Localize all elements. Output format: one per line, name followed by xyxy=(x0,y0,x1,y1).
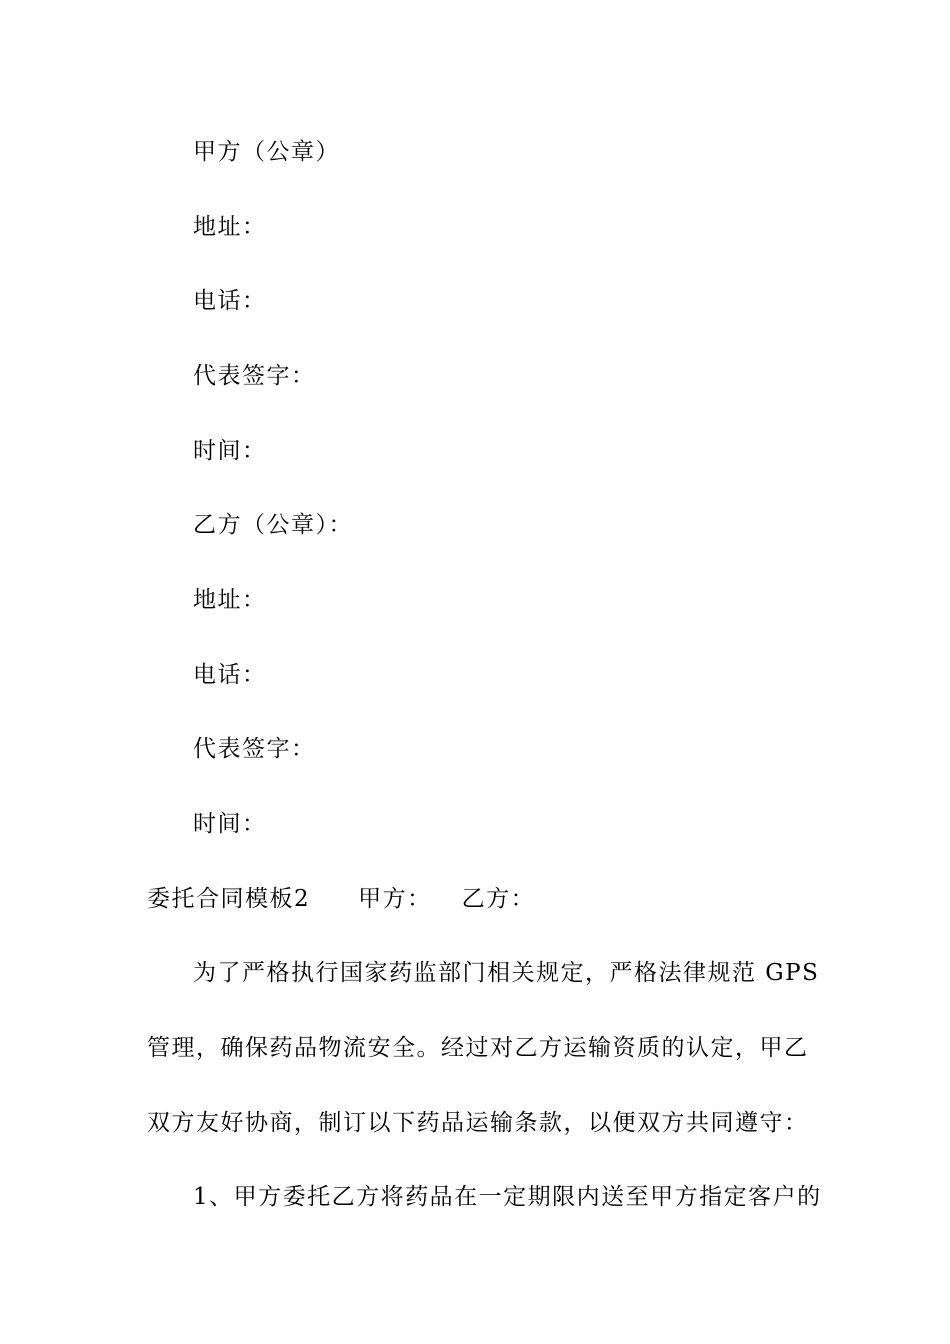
clause-1-line: 1、甲方委托乙方将药品在一定期限内送至甲方指定客户的 xyxy=(193,1184,822,1210)
party-a-address-label: 地址： xyxy=(193,214,267,240)
party-a-representative-label: 代表签字： xyxy=(193,363,316,389)
paragraph-line: 双方友好协商，制订以下药品运输条款，以便双方共同遵守： xyxy=(147,1110,809,1136)
template2-title: 委托合同模板2 xyxy=(147,886,311,912)
party-a-seal-label: 甲方（公章） xyxy=(193,139,340,165)
template2-party-b-label: 乙方： xyxy=(461,886,536,912)
party-b-representative-label: 代表签字： xyxy=(193,736,316,762)
paragraph-line: 为了严格执行国家药监部门相关规定，严格法律规范 GPS xyxy=(193,960,820,986)
party-b-phone-label: 电话： xyxy=(193,662,267,688)
paragraph-line: 管理，确保药品物流安全。经过对乙方运输资质的认定，甲乙 xyxy=(147,1035,809,1061)
party-a-time-label: 时间： xyxy=(193,438,267,464)
template2-party-a-label: 甲方： xyxy=(358,886,432,912)
party-a-phone-label: 电话： xyxy=(193,288,267,314)
party-b-address-label: 地址： xyxy=(193,587,267,613)
template2-heading xyxy=(147,884,535,914)
party-b-time-label: 时间： xyxy=(193,811,267,837)
party-b-seal-label: 乙方（公章）： xyxy=(193,512,353,538)
